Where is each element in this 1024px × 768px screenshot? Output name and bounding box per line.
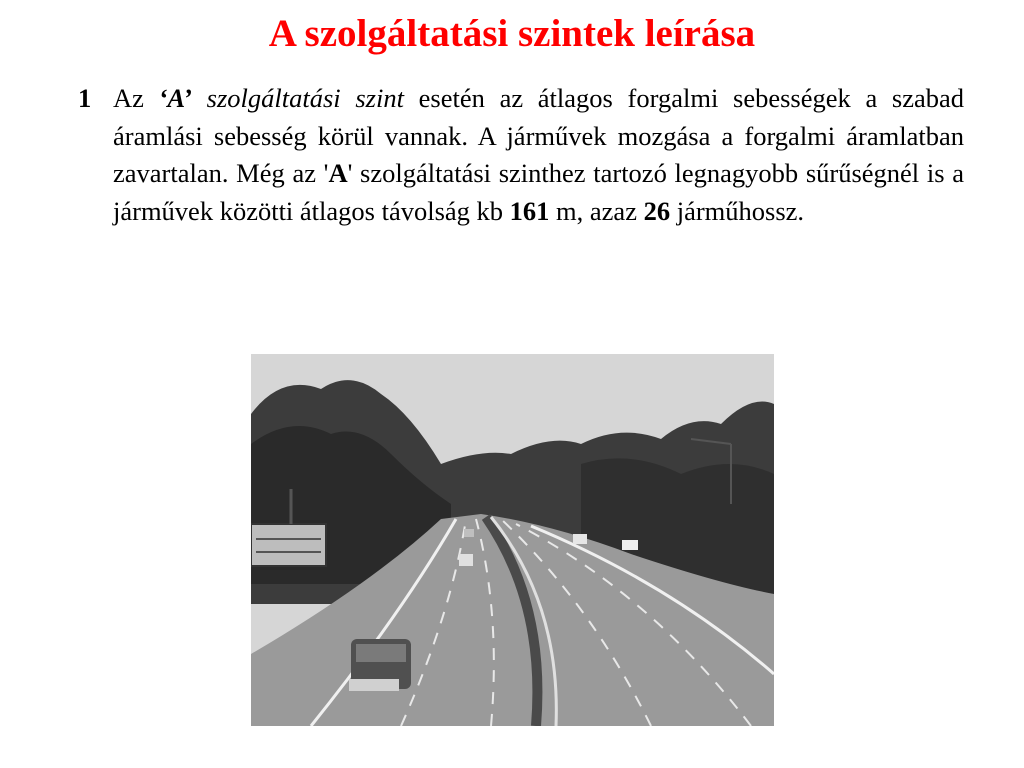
text-unit: m, azaz [549, 195, 644, 226]
highway-photo [251, 354, 774, 726]
text-density: ' szolgáltatási szinthez tartozó legnagyobb sűrűségnél is a járművek közötti átlagos távolság kb [113, 158, 964, 226]
item-number: 1 [78, 83, 92, 113]
description-paragraph [78, 80, 964, 230]
level-letter-quoted: ‘A’ [158, 83, 192, 113]
level-letter-bold: A [328, 158, 348, 188]
paragraph-body [113, 80, 964, 230]
distance-value: 161 [509, 195, 550, 226]
text-description: esetén az átlagos forgalmi sebességek a szabad áramlási sebesség körül vannak. A járművek mozgása a forgalmi áramlatban zavartalan. Még az ' [113, 83, 964, 188]
text-ending: járműhossz. [670, 195, 805, 226]
text-intro: Az [113, 83, 159, 113]
slide-title: A szolgáltatási szintek leírása [268, 12, 756, 55]
vehicle-length-count: 26 [643, 195, 671, 226]
level-name-italic: szolgáltatási szint [191, 83, 404, 113]
